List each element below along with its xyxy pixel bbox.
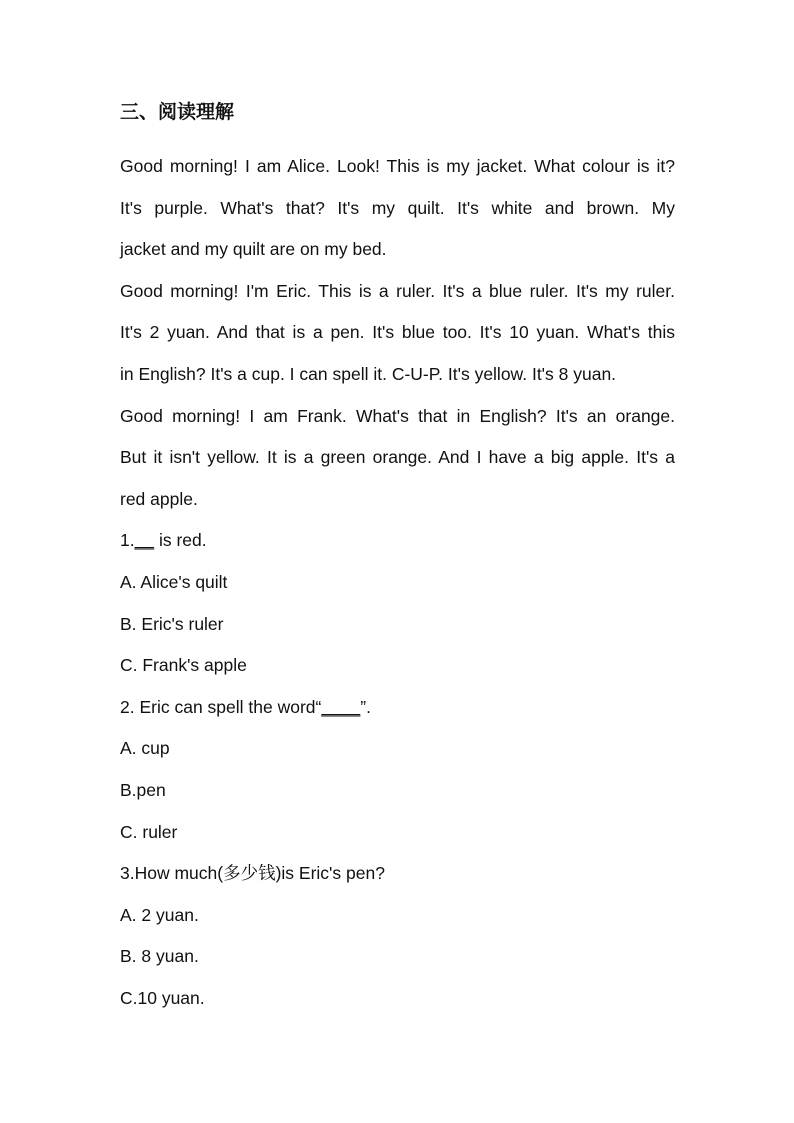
option-b: B. 8 yuan. — [120, 946, 199, 967]
passage-line: Good morning! I am Frank. What's that in English? It's an orange. — [120, 405, 675, 426]
passage-line: But it isn't yellow. It is a green orange. And I have a big apple. It's a — [120, 447, 675, 468]
answer-blank: __ — [134, 530, 155, 551]
question-stem — [120, 853, 675, 895]
option-c: C.10 yuan. — [120, 987, 205, 1008]
passage-alice — [120, 146, 675, 271]
option-c: C. ruler — [120, 821, 178, 842]
stem-suffix: ”. — [360, 696, 371, 717]
passage-frank — [120, 396, 675, 521]
option-a: A. 2 yuan. — [120, 904, 199, 925]
question-stem — [120, 520, 675, 562]
passage-line: It's 2 yuan. And that is a pen. It's blue too. It's 10 yuan. What's this — [120, 322, 675, 343]
passage-line: jacket and my quilt are on my bed. — [120, 239, 387, 260]
stem-prefix: 2. Eric can spell the word“ — [120, 696, 322, 717]
option-a: A. cup — [120, 738, 170, 759]
stem-prefix: 1. — [120, 530, 135, 551]
option-b: B. Eric's ruler — [120, 613, 224, 634]
question-stem — [120, 687, 675, 729]
passage-eric — [120, 271, 675, 396]
question-3 — [120, 853, 675, 1019]
option-b: B.pen — [120, 779, 166, 800]
stem-suffix: is red. — [154, 530, 207, 551]
passage-line: Good morning! I'm Eric. This is a ruler. It's a blue ruler. It's my ruler. — [120, 280, 675, 301]
passage-line: in English? It's a cup. I can spell it. C-U-P. It's yellow. It's 8 yuan. — [120, 363, 617, 384]
worksheet-page — [120, 100, 675, 1019]
passage-line: It's purple. What's that? It's my quilt. It's white and brown. My — [120, 197, 675, 218]
answer-blank: ____ — [321, 696, 361, 717]
option-a: A. Alice's quilt — [120, 571, 228, 592]
question-2 — [120, 687, 675, 853]
question-1 — [120, 520, 675, 686]
passage-line: red apple. — [120, 488, 198, 509]
section-title: 三、阅读理解 — [120, 101, 235, 123]
stem-prefix: 3.How much(多少钱)is Eric's pen? — [120, 863, 385, 884]
passage-line: Good morning! I am Alice. Look! This is my jacket. What colour is it? — [120, 156, 675, 176]
option-c: C. Frank's apple — [120, 655, 247, 676]
